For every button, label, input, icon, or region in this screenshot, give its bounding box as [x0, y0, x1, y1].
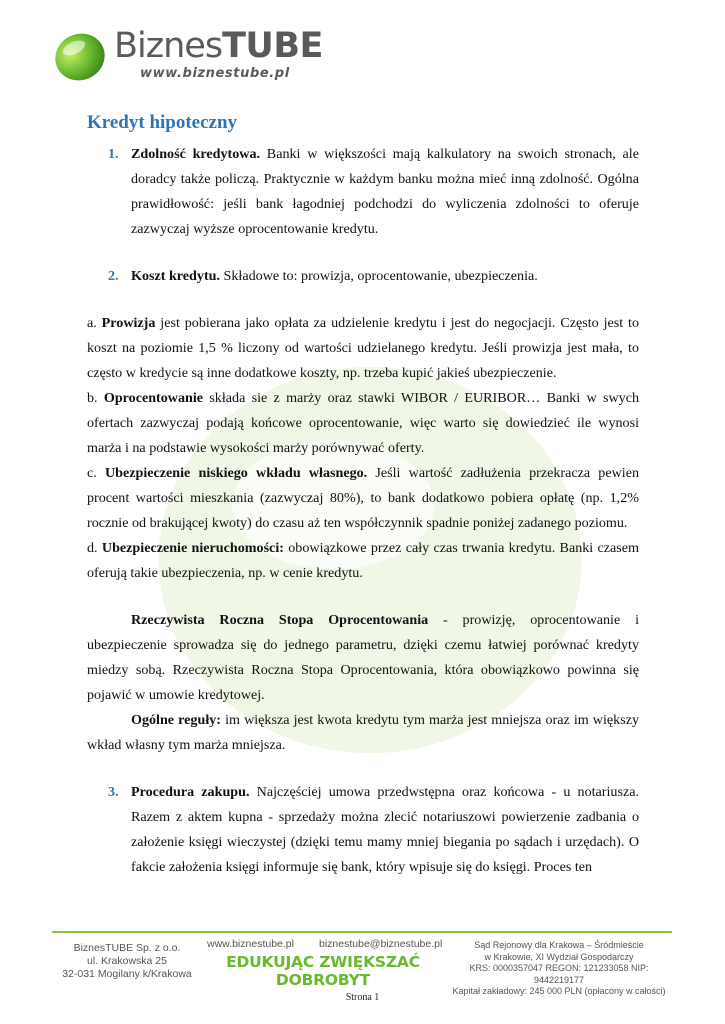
footer-divider	[52, 931, 672, 933]
item-text: Banki w większości mają kalkulatory na swoich stronach, ale doradcy także policzą. Praktycznie w każdym banku można mieć inną zdolność. Ogólna prawidłowość: jeśli bank łagodniej podchodzi do wyliczenia zdolności to oferuje zazwyczaj wyższe oprocentowanie kredytu.	[131, 146, 639, 237]
sub-heading: Ubezpieczenie nieruchomości:	[101, 540, 284, 556]
rrso-heading: Rzeczywista Roczna Stopa Oprocentowania	[131, 612, 429, 628]
sub-heading: Oprocentowanie	[103, 390, 204, 406]
footer-website-link[interactable]: www.biznestube.pl	[207, 938, 294, 950]
sub-heading: Prowizja	[101, 315, 156, 331]
item-heading: Zdolność kredytowa.	[131, 146, 261, 162]
footer-company-address: BiznesTUBE Sp. z o.o. ul. Krakowska 25 32-031 Mogilany k/Krakowa	[62, 942, 192, 980]
list-item-3	[87, 780, 639, 880]
rules-paragraph: Ogólne reguły: im większa jest kwota kredytu tym marża jest mniejsza oraz im większy wkład własny tym marża mniejsza.	[87, 712, 639, 753]
list-number: 2.	[108, 268, 119, 284]
company-logo	[52, 26, 322, 86]
logo-name-light: Biznes	[114, 26, 223, 66]
footer-legal-info: Sąd Rejonowy dla Krakowa – Śródmieście w Krakowie, XI Wydział Gospodarczy KRS: 0000357047 REGON: 121233058 NIP: 9442219177 Kapitał zakładowy: 245 000 PLN (opłacony w całości)	[452, 940, 666, 996]
document-title: Kredyt hipoteczny	[87, 112, 238, 133]
document-body	[87, 142, 639, 880]
list-number: 3.	[108, 784, 119, 800]
sub-heading: Ubezpieczenie niskiego wkładu własnego.	[104, 465, 368, 481]
sub-item-a: a. Prowizja jest pobierana jako opłata za udzielenie kredytu i jest do negocjacji. Często jest to koszt na poziomie 1,5 % liczony od wartości udzielanego kredytu. Jeśli prowizja jest mała, to często w kredycie są inne dodatkowe koszty, np. trzeba kupić jakieś ubezpieczenie.	[87, 315, 639, 381]
item-text: Składowe to: prowizja, oprocentowanie, ubezpieczenia.	[220, 268, 538, 284]
logo-url: www.biznestube.pl	[140, 66, 290, 81]
footer-email-link[interactable]: biznestube@biznestube.pl	[319, 938, 443, 950]
list-number: 1.	[108, 146, 119, 162]
item-heading: Koszt kredytu.	[131, 268, 221, 284]
sub-item-c: c. Ubezpieczenie niskiego wkładu własnego. Jeśli wartość zadłużenia przekracza pewien procent wartości mieszkania (zazwyczaj 80%), to bank dodatkowo pobiera opłatę (np. 1,2% rocznie od brakującej kwoty) do czasu aż ten współczynnik spadnie poniżej zadanego poziomu.	[87, 465, 640, 531]
footer-slogan: EDUKUJĄC ZWIĘKSZAĆ DOBROBYT	[226, 953, 420, 989]
rrso-paragraph: Rzeczywista Roczna Stopa Oprocentowania - prowizję, oprocentowanie i ubezpieczenie sprowadza się do jednego parametru, dzięki czemu łatwiej porównać kredyty miedzy sobą. Rzeczywista Roczna Stopa Oprocentowania, która obowiązkowo powinna się pojawić w umowie kredytowej.	[87, 612, 639, 703]
sub-item-b: b. Oprocentowanie składa sie z marży oraz stawki WIBOR / EURIBOR… Banki w swych ofertach zazwyczaj podają końcowe oprocentowanie, więc warto się dowiedzieć ile wynosi marża i na podstawie wysokości marży porównywać oferty.	[87, 390, 640, 456]
list-item-2	[87, 264, 639, 289]
item-heading: Procedura zakupu.	[131, 784, 250, 800]
logo-icon	[52, 28, 110, 86]
sub-item-d: d. Ubezpieczenie nieruchomości: obowiązkowe przez cały czas trwania kredytu. Banki czasem oferują takie ubezpieczenia, np. w cenie kredytu.	[87, 540, 640, 581]
item-text: Najczęściej umowa przedwstępna oraz końcowa - u notariusza. Razem z aktem kupna - sprzedaży można zlecić notariuszowi powierzenie zadbania o założenie księgi wieczystej (dzięki temu mamy mniej biegania po sądach i urzędach). O fakcie założenia księgi informuje się bank, który wpisuje się do księgi. Proces ten	[131, 784, 639, 875]
logo-wordmark	[114, 26, 323, 66]
page-number: Strona 1	[345, 992, 380, 1003]
logo-name-bold: TUBE	[222, 26, 323, 66]
list-item-1	[87, 142, 639, 242]
rules-heading: Ogólne reguły:	[131, 712, 221, 728]
